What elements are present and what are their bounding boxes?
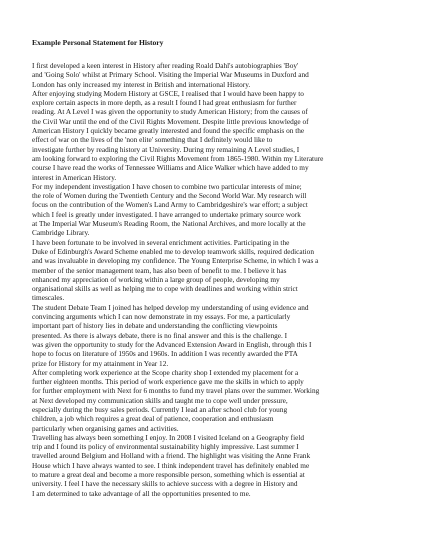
text-line: at Next developed my communication skills and taught me to cope well under pressure, — [32, 395, 288, 405]
text-line: especially during the busy sales periods. Currently I lead an after school club for young — [32, 404, 288, 414]
document-page — [32, 38, 414, 498]
text-line: at The Imperial War Museum's Reading Room, the National Archives, and more locally at the — [32, 219, 306, 229]
text-line: convincing arguments which I can now demonstrate in my essays. For me, a particularly — [32, 312, 291, 322]
text-line: explore certain aspects in more depth, as a result I found I had great enthusiasm for further — [32, 98, 297, 108]
document-title: Example Personal Statement for History — [32, 38, 164, 47]
text-line: I am determined to take advantage of all the opportunities presented to me. — [32, 488, 251, 498]
text-line: interest in American History. — [32, 172, 117, 182]
text-line: Cambridge Library. — [32, 228, 90, 238]
text-line: investigate further by reading history at University. During my remaining A Level studies, I — [32, 144, 300, 154]
text-line: American History I quickly became greatly interested and found the specific emphasis on the — [32, 126, 305, 136]
text-line: London has only increased my interest in British and international History. — [32, 79, 251, 89]
text-line: After enjoying studying Modern History at GSCE, I realised that I would have been happy to — [32, 88, 304, 98]
text-line: member of the senior management team, has also been of benefit to me. I believe it has — [32, 265, 287, 275]
text-line: the role of Women during the Twentieth Century and the Second World War. My research will — [32, 191, 307, 201]
text-line: The student Debate Team I joined has helped develop my understanding of using evidence and — [32, 302, 309, 312]
text-line: Duke of Edinburgh's Award Scheme enabled me to develop teamwork skills, required dedication — [32, 246, 314, 256]
text-line: focus on the contribution of the Women's Land Army to Cambridgeshire's war effort; a subject — [32, 200, 308, 210]
text-line: for further employment with Next for 6 months to fund my travel plans over the summer. Working — [32, 386, 320, 396]
text-line: I have been fortunate to be involved in several enrichment activities. Participating in the — [32, 237, 290, 247]
text-line: effect of war on the lives of the 'non elite' something that I definitely would like to — [32, 135, 273, 145]
text-line: children, a job which requires a great deal of patience, cooperation and enthusiasm — [32, 414, 274, 424]
text-line: was given the opportunity to study for the Advanced Extension Award in English, through this I — [32, 339, 312, 349]
text-line: For my independent investigation I have chosen to combine two particular interests of mine; — [32, 181, 302, 191]
text-line: prize for History for my attainment in Year 12. — [32, 358, 169, 368]
text-line: Travelling has always been something I enjoy. In 2008 I visited Iceland on a Geography field — [32, 432, 305, 442]
text-line: further eighteen months. This period of work experience gave me the skills in which to apply — [32, 377, 304, 387]
text-line: and 'Going Solo' whilst at Primary School. Visiting the Imperial War Museums in Duxford and — [32, 70, 309, 80]
text-line: enhanced my appreciation of working within a large group of people, developing my — [32, 274, 280, 284]
text-line: am looking forward to exploring the Civil Rights Movement from 1865-1980. Within my Literature — [32, 153, 324, 163]
text-line: the Civil War until the end of the Civil Rights Movement. Despite little previous knowledge of — [32, 116, 309, 126]
text-line: I first developed a keen interest in History after reading Roald Dahl's autobiographies 'Boy' — [32, 61, 299, 70]
text-line: House which I have always wanted to see. I think independent travel has definitely enabled me — [32, 460, 310, 470]
text-line: timescales. — [32, 293, 65, 303]
document-body — [32, 61, 414, 498]
text-line: university. I feel I have the necessary skills to achieve success with a degree in History and — [32, 479, 298, 489]
text-line: course I have read the works of Tennessee Williams and Alice Walker which have added to my — [32, 163, 309, 173]
text-line: trip and I found its policy of environmental sustainability highly impressive. Last summer I — [32, 442, 299, 452]
text-line: reading. At A Level I was given the opportunity to study American History; from the causes of — [32, 107, 308, 117]
text-line: travelled around Belgium and Holland with a friend. The highlight was visiting the Anne Frank — [32, 451, 311, 461]
text-line: and was invaluable in developing my confidence. The Young Enterprise Scheme, in which I was a — [32, 256, 319, 266]
text-line: presented. As there is always debate, there is no final answer and this is the challenge. I — [32, 330, 288, 340]
text-line: to mature a great deal and become a more responsible person, something which is essential at — [32, 470, 305, 480]
text-line: hope to focus on literature of 1950s and 1960s. In addition I was recently awarded the PTA — [32, 349, 298, 359]
text-line: After completing work experience at the Scope charity shop I extended my placement for a — [32, 367, 299, 377]
text-line: organisational skills as well as helping me to cope with deadlines and working within strict — [32, 284, 298, 294]
text-line: important part of history lies in debate and understanding the conflicting viewpoints — [32, 321, 278, 331]
text-line: which I feel is greatly under investigated. I have arranged to undertake primary source work — [32, 209, 301, 219]
text-line: particularly when organising games and activities. — [32, 423, 179, 433]
